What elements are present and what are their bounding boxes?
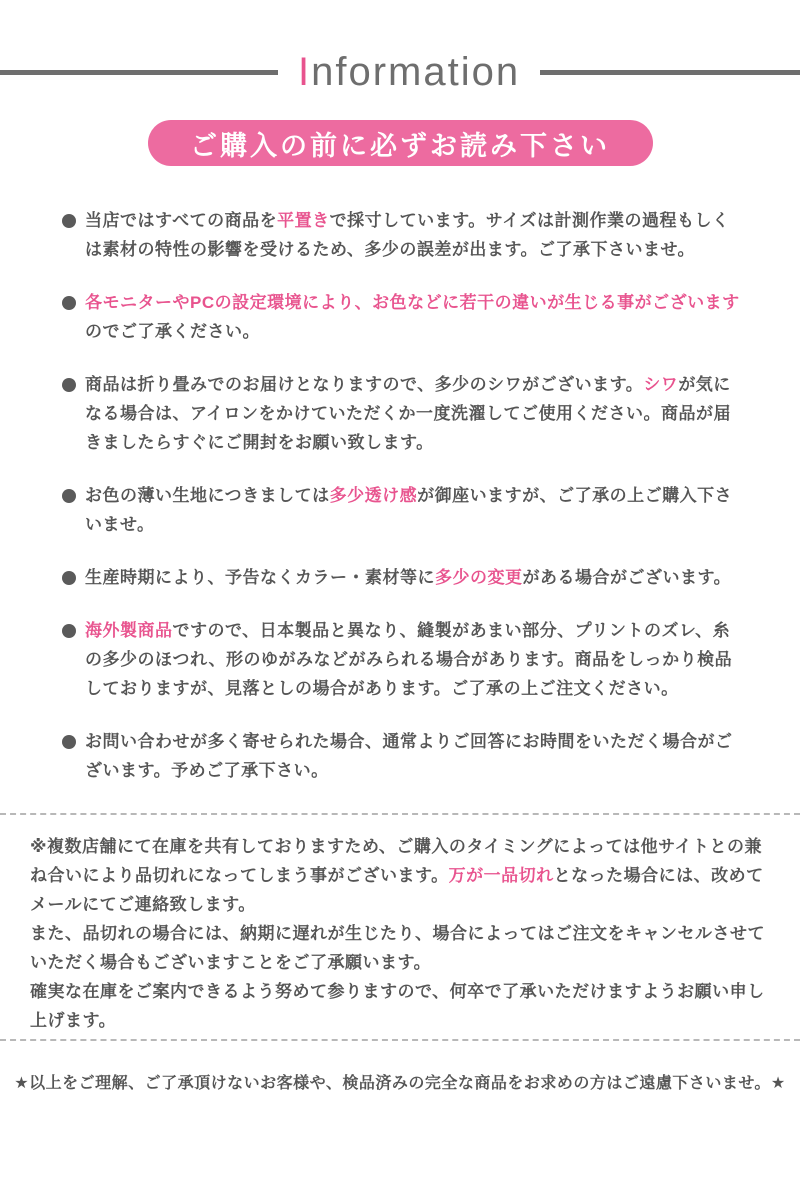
notice-item: [62, 727, 744, 785]
bullet-icon: [62, 296, 76, 310]
bullet-icon: [62, 489, 76, 503]
notice-text: お色の薄い生地につきましては多少透け感が御座いますが、ご了承の上ご購入下さいませ。: [85, 486, 733, 534]
notice-text: 当店ではすべての商品を平置きで採寸しています。サイズは計測作業の過程もしくは素材の特性の影響を受けるため、多少の誤差が出ます。ご了承下さいませ。: [85, 211, 730, 259]
notice-text: 海外製商品ですので、日本製品と異なり、縫製があまい部分、プリントのズレ、糸の多少のほつれ、形のゆがみなどがみられる場合があります。商品をしっかり検品しておりますが、見落としの場合があります。ご了承の上ご注文ください。: [85, 621, 733, 698]
notice-item: [62, 616, 744, 703]
stock-availability-note: [30, 832, 774, 1035]
dashed-divider-top: [0, 813, 800, 815]
title-rest-text: nformation: [311, 50, 521, 94]
footer-disclaimer: ★以上をご理解、ご了承頂けないお客様や、検品済みの完全な商品をお求めの方はご遠慮下さいませ。★: [14, 1075, 786, 1092]
stock-note-line: 確実な在庫をご案内できるよう努めて参りますので、何卒で了承いただけますようお願い申し上げます。: [30, 982, 765, 1030]
notice-text: 商品は折り畳みでのお届けとなりますので、多少のシワがございます。シワが気になる場合は、アイロンをかけていただくか一度洗濯してご使用ください。商品が届きましたらすぐにご開封をお願い致します。: [85, 375, 731, 452]
stock-note-line: ※複数店舗にて在庫を共有しておりますため、ご購入のタイミングによっては他サイトとの兼ね合いにより品切れになってしまう事がございます。万が一品切れとなった場合には、改めてメールにてご連絡致します。: [30, 837, 764, 914]
information-page: [0, 48, 800, 1190]
notice-text: 各モニターやPCの設定環境により、お色などに若干の違いが生じる事がございますのでご了承ください。: [85, 293, 740, 341]
bullet-icon: [62, 378, 76, 392]
bullet-icon: [62, 571, 76, 585]
notice-item: [62, 288, 744, 346]
notice-item: [62, 481, 744, 539]
bullet-icon: [62, 735, 76, 749]
stock-note-line: また、品切れの場合には、納期に遅れが生じたり、場合によってはご注文をキャンセルさせていただく場合もございますことをご了承願います。: [30, 924, 765, 972]
notice-list: [62, 206, 744, 785]
bullet-icon: [62, 214, 76, 228]
dashed-divider-bottom: [0, 1039, 800, 1041]
notice-text: 生産時期により、予告なくカラー・素材等に多少の変更がある場合がございます。: [85, 568, 732, 587]
notice-text: お問い合わせが多く寄せられた場合、通常よりご回答にお時間をいただく場合がございます。予めご了承下さい。: [85, 732, 733, 780]
read-before-purchase-banner: ご購入の前に必ずお読み下さい: [148, 120, 653, 166]
page-title: [278, 52, 540, 92]
notice-item: [62, 206, 744, 264]
bullet-icon: [62, 624, 76, 638]
title-accent-letter: I: [298, 50, 312, 94]
header-line-left: [0, 70, 278, 75]
header-line-right: [540, 70, 800, 75]
notice-item: [62, 370, 744, 457]
notice-item: [62, 563, 744, 592]
page-header: [0, 48, 800, 96]
